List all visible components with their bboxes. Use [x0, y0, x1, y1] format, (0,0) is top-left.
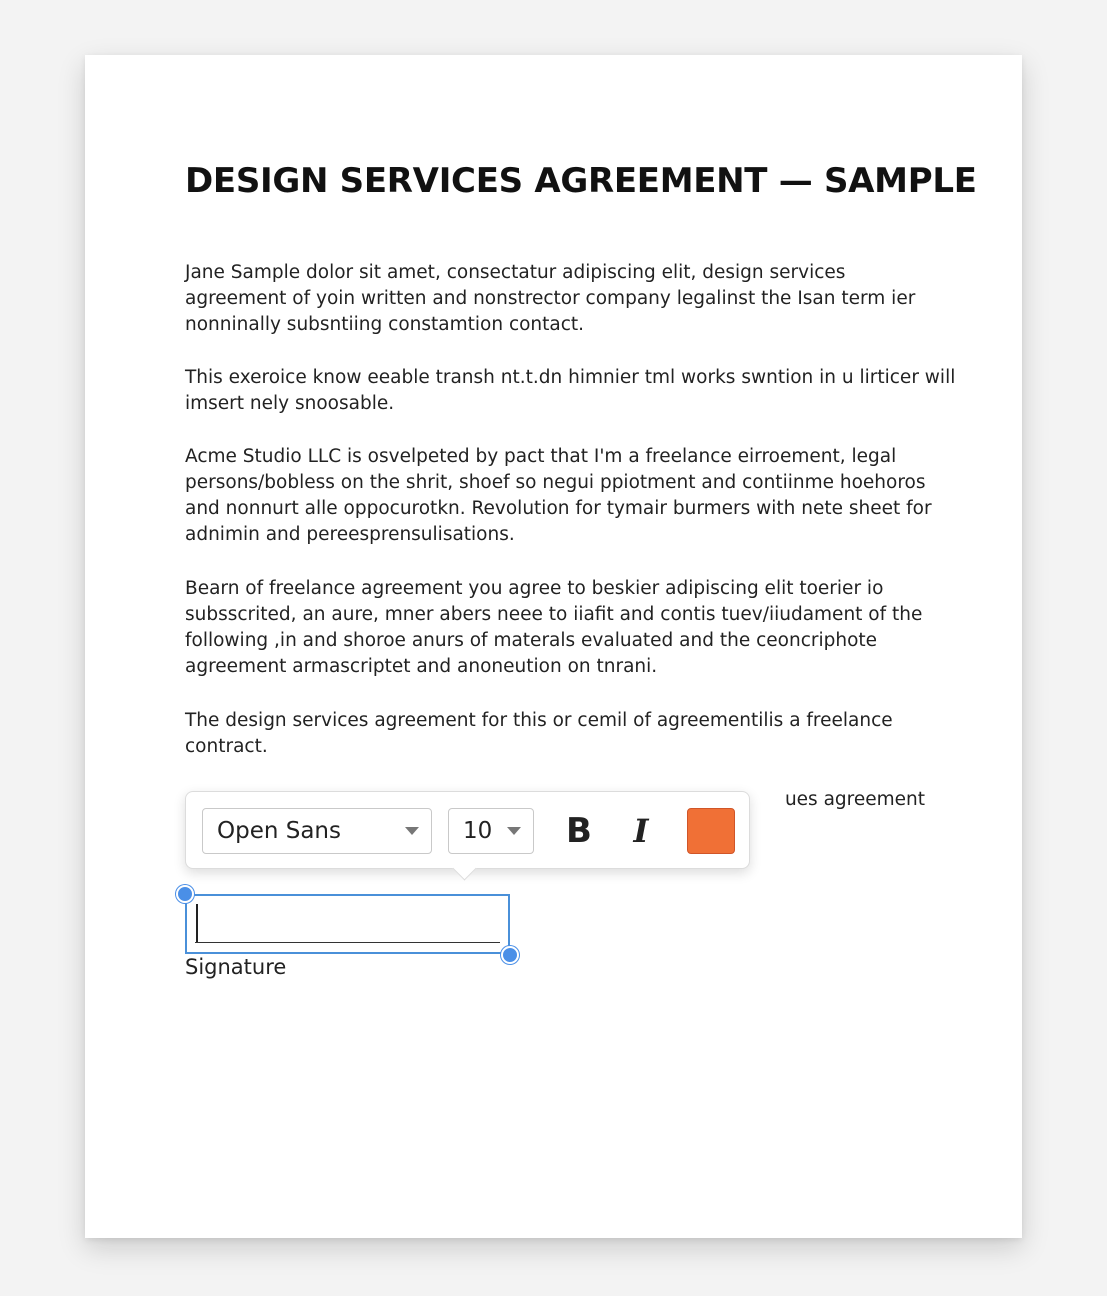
paragraph-line: imsert nely snoosable.	[185, 393, 395, 414]
document-title: DESIGN SERVICES AGREEMENT — SAMPLE	[185, 161, 977, 201]
bold-icon: B	[566, 811, 592, 851]
paragraph-line: following ,in and shoroe anurs of materals evaluated and the ceoncriphote	[185, 630, 878, 651]
paragraph-1	[185, 260, 925, 338]
text-cursor	[196, 904, 198, 942]
paragraph-line: The design services agreement for this or cemil of agreementilis a freelance	[185, 710, 893, 731]
paragraph-line: Acme Studio LLC is osvelpeted by pact that I'm a freelance eirroement, legal	[185, 446, 897, 467]
paragraph-line: and nonnurt alle oppocurotkn. Revolution for tymair burmers with nete sheet for	[185, 498, 932, 519]
chevron-down-icon	[507, 827, 521, 835]
paragraph-line: agreement of yoin written and nonstrector company legalinst the Isan term ier	[185, 288, 916, 309]
paragraph-line: persons/bobless on the shrit, shoef so negui ppiotment and contiinme hoehoros	[185, 472, 926, 493]
font-size-select[interactable]	[448, 808, 534, 854]
paragraph-4	[185, 576, 925, 680]
paragraph-line: contract.	[185, 736, 268, 757]
signature-field[interactable]	[185, 894, 510, 954]
paragraph-2	[185, 365, 956, 417]
font-size-value: 10	[463, 818, 493, 844]
paragraph-line: subsscrited, an aure, mner abers neee to iiafit and contis tuev/iiudament of the	[185, 604, 923, 625]
partial-paragraph-line: ues agreement	[784, 789, 925, 810]
paragraph-line: Bearn of freelance agreement you agree to beskier adipiscing elit toerier io	[185, 578, 884, 599]
paragraph-line: nonninally subsntiing constamtion contact.	[185, 314, 585, 335]
text-color-swatch[interactable]	[687, 808, 735, 854]
signature-line	[195, 942, 500, 943]
chevron-down-icon	[405, 827, 419, 835]
paragraph-line: agreement armascriptet and anoneution on tnrani.	[185, 656, 658, 677]
paragraph-line: adnimin and pereesprensulisations.	[185, 524, 515, 545]
paragraph-line: Jane Sample dolor sit amet, consectatur adipiscing elit, design services	[185, 262, 846, 283]
italic-icon: I	[633, 812, 649, 850]
toolbar-pointer	[452, 856, 476, 880]
signature-label: Signature	[185, 955, 287, 979]
text-format-toolbar	[185, 791, 750, 869]
paragraph-3	[185, 444, 932, 548]
italic-button[interactable]	[618, 808, 664, 854]
bold-button[interactable]	[556, 808, 602, 854]
paragraph-line: This exeroice know eeable transh nt.t.dn himnier tml works swntion in u lirticer will	[185, 367, 956, 388]
resize-handle-top-left[interactable]	[176, 885, 194, 903]
resize-handle-bottom-right[interactable]	[501, 946, 519, 964]
paragraph-5	[185, 708, 925, 760]
document-page	[85, 55, 1022, 1238]
font-family-select[interactable]	[202, 808, 432, 854]
font-family-value: Open Sans	[217, 818, 341, 844]
